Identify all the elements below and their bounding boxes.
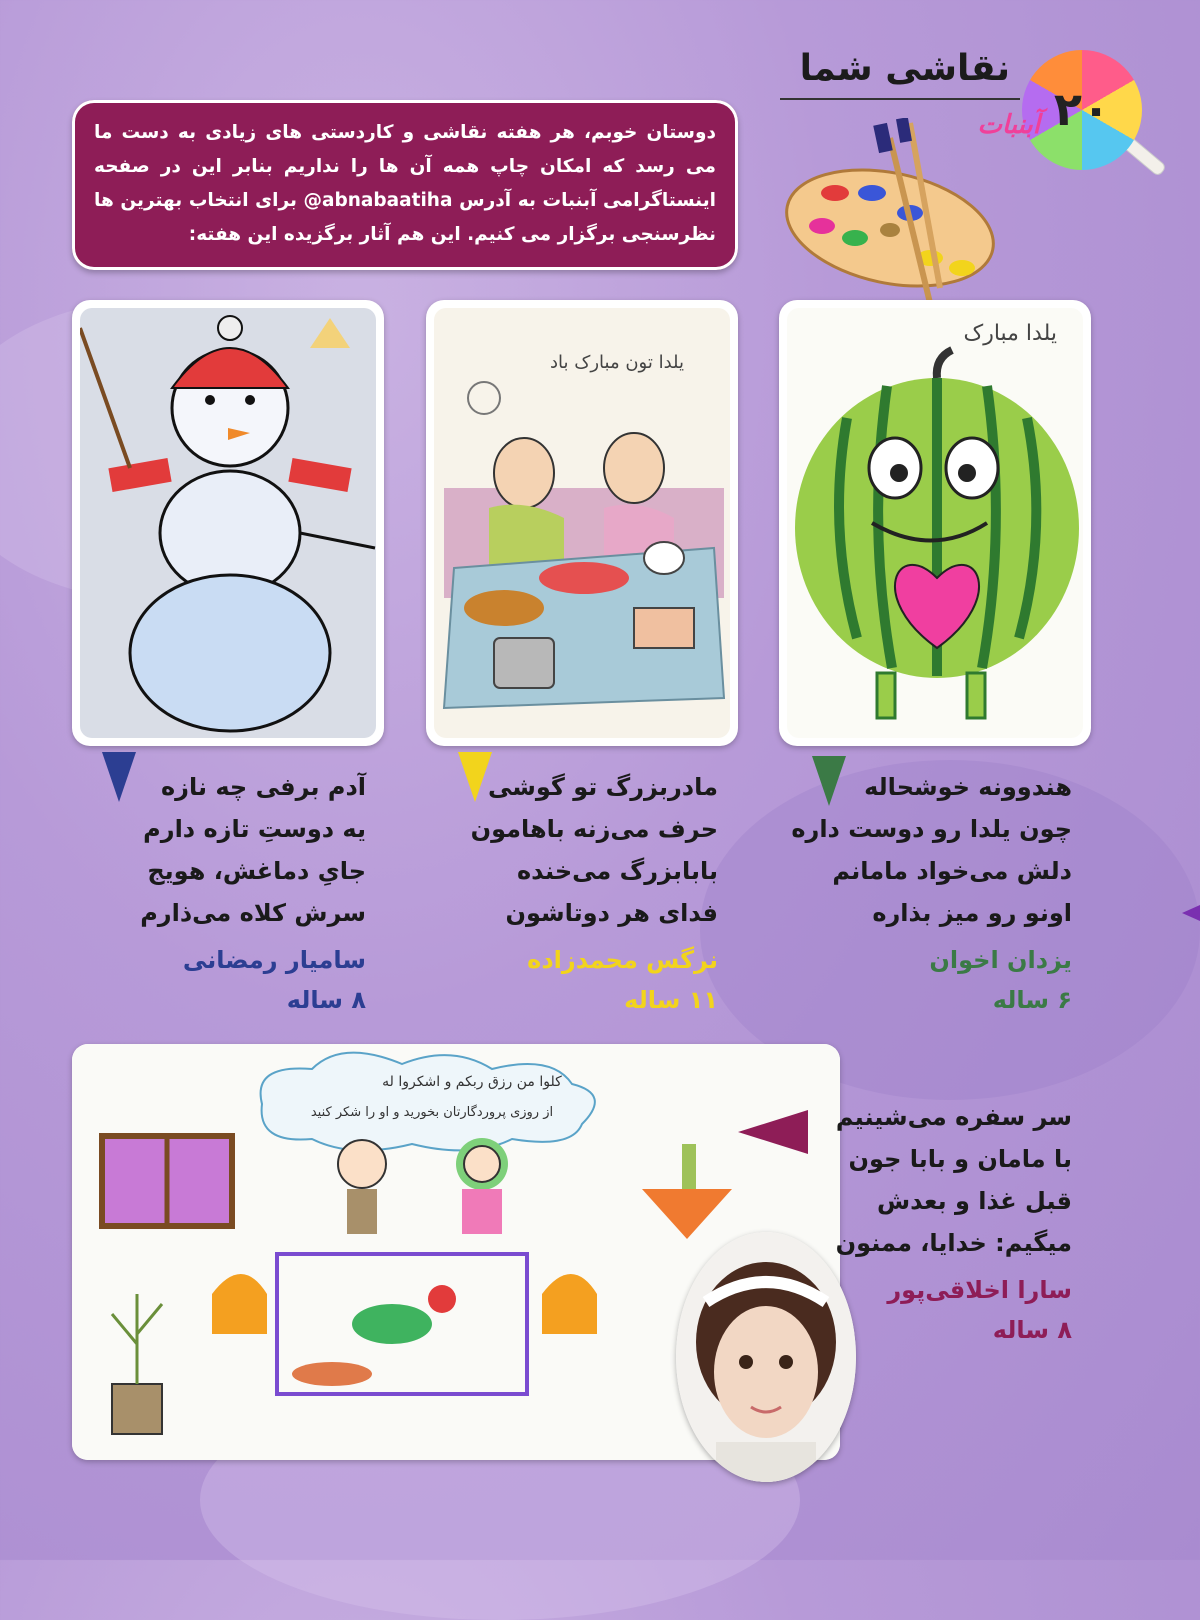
poem-line: سرش کلاه می‌ذارم	[140, 899, 366, 927]
author-photo	[676, 1232, 856, 1482]
author-name: یزدان اخوان	[929, 946, 1072, 974]
author-name: سارا اخلاقی‌پور	[887, 1276, 1072, 1304]
page-number: ۲۰	[1053, 82, 1111, 136]
poem-line: مادربزرگ تو گوشی	[488, 773, 718, 801]
poem-line: فدای هر دوتاشون	[505, 899, 718, 927]
poem-line: هندوونه خوشحاله	[864, 773, 1072, 801]
poem-family-meal	[836, 1096, 1072, 1264]
page-title: نقاشی شما	[799, 48, 1010, 89]
intro-text: دوستان خوبم، هر هفته نقاشی و کاردستی های زیادی به دست ما می رسد که امکان چاپ همه آن ها را نداریم بنابر این در صفحه اینستاگرامی آبنبات به آدرس abnabaatiha@ برای انتخاب بهترین ها نظرسنجی برگزار می کنیم. این هم آثار برگزیده این هفته:	[94, 122, 716, 245]
author-age: ۱۱ ساله	[624, 986, 718, 1014]
intro-box	[72, 100, 738, 270]
poem-line: چون یلدا رو دوست داره	[791, 815, 1072, 843]
watermelon-drawing	[787, 308, 1083, 738]
author-age: ۶ ساله	[992, 986, 1072, 1014]
author-name: سامیار رمضانی	[182, 946, 366, 974]
drawing-card-grandparents	[426, 300, 738, 746]
poem-line: با مامان و بابا جون	[848, 1145, 1072, 1173]
poem-line: سر سفره می‌شینیم	[835, 1103, 1072, 1131]
paint-palette-icon	[780, 118, 1010, 308]
poem-line: جایِ دماغش، هویج	[147, 857, 366, 885]
author-name: نرگس محمدزاده	[527, 946, 718, 974]
poem-line: یه دوستِ تازه دارم	[143, 815, 366, 843]
drawing-card-snowman	[72, 300, 384, 746]
poem-line: دلش می‌خواد مامانم	[832, 857, 1072, 885]
poem-line: بابابزرگ می‌خنده	[517, 857, 718, 885]
poem-line: اونو رو میز بذاره	[872, 899, 1072, 927]
magazine-logo: آبنبات	[977, 110, 1040, 140]
poem-line: آدم برفی چه نازه	[161, 773, 366, 801]
drawing-caption: کلوا من رزق ربکم و اشکروا له	[382, 1074, 562, 1090]
drawing-caption: از روزی پروردگارتان بخورید و او را شکر کنید	[310, 1105, 554, 1120]
drawing-card-watermelon	[779, 300, 1091, 746]
poem-snowman	[140, 766, 366, 934]
poem-line: قبل غذا و بعدش	[877, 1187, 1072, 1215]
page-edge-marker	[1182, 905, 1200, 921]
title-underline	[780, 98, 1020, 100]
poem-line: میگیم: خدایا، ممنون	[835, 1229, 1072, 1257]
drawing-caption: یلدا مبارک	[963, 321, 1057, 346]
grandparents-drawing	[434, 308, 730, 738]
poem-grandparents	[471, 766, 718, 934]
entry-pointer	[738, 1110, 808, 1154]
poem-line: حرف می‌زنه باهامون	[470, 815, 718, 843]
entry-pointer	[102, 752, 136, 802]
drawing-caption: یلدا تون مبارک باد	[550, 352, 684, 373]
snowman-drawing	[80, 308, 376, 738]
poem-watermelon	[791, 766, 1072, 934]
author-age: ۸ ساله	[992, 1316, 1072, 1344]
author-age: ۸ ساله	[286, 986, 366, 1014]
